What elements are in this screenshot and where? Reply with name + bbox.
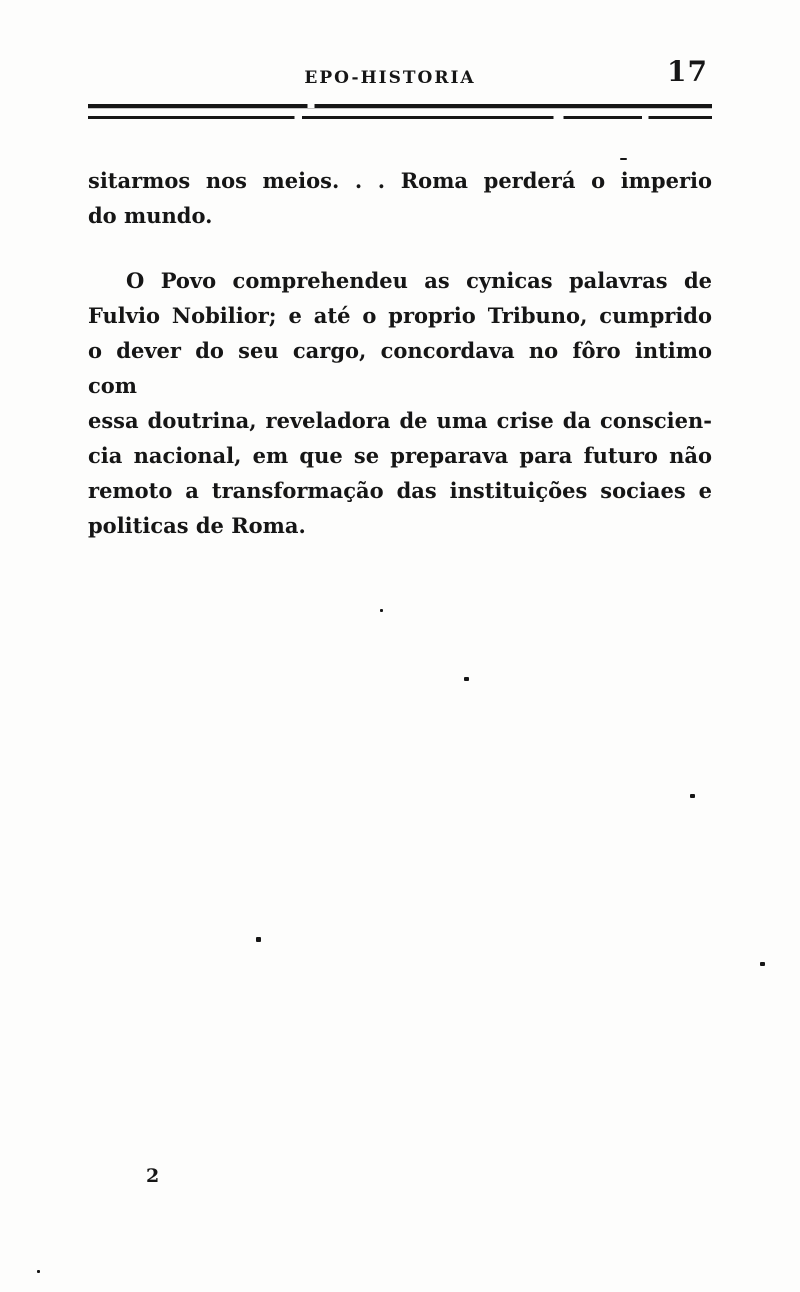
text-line: cia nacional, em que se preparava para futuro não (88, 443, 712, 468)
text-line: O Povo comprehendeu as cynicas palavras de (126, 268, 712, 293)
text-line: o dever do seu cargo, concordava no fôro intimo com (88, 338, 712, 398)
paragraph (88, 263, 712, 543)
text-block (88, 163, 712, 543)
scan-speck (690, 794, 695, 798)
scan-speck (37, 1270, 40, 1273)
text-line: politicas de Roma. (88, 513, 306, 538)
paragraph (88, 163, 712, 233)
scan-speck (256, 937, 261, 942)
text-line: do mundo. (88, 203, 213, 228)
header-rule-top (88, 104, 712, 108)
text-line: Fulvio Nobilior; e até o proprio Tribuno, cumprido (88, 303, 712, 328)
scan-speck (380, 609, 383, 612)
text-line: remoto a transformação das instituições sociaes e (88, 478, 712, 503)
running-title: EPO-HISTORIA (304, 68, 476, 88)
scan-speck (620, 158, 627, 160)
text-line: essa doutrina, reveladora de uma crise da conscien- (88, 408, 712, 433)
page-number: 17 (667, 55, 708, 88)
signature-mark: 2 (146, 1165, 160, 1187)
text-line: sitarmos nos meios. . . Roma perderá o imperio (88, 168, 712, 193)
scan-speck (760, 962, 765, 966)
scan-speck (464, 677, 469, 681)
header-rule-bottom (88, 116, 712, 119)
